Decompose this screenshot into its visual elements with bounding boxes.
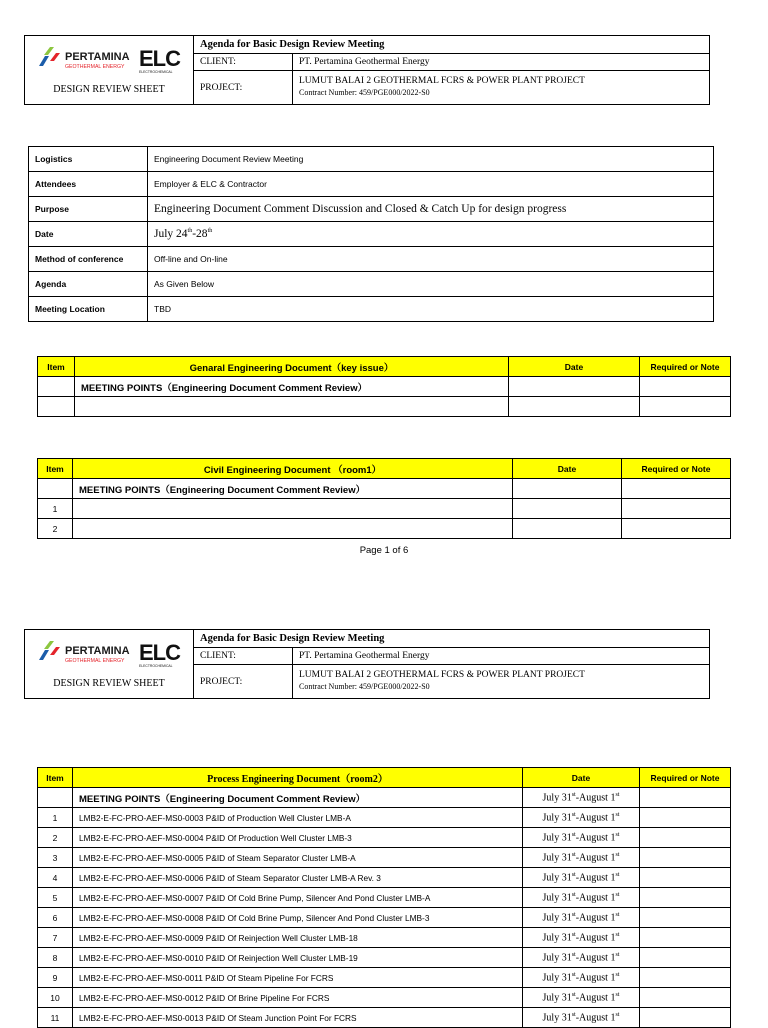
row-value: Employer & ELC & Contractor: [148, 172, 714, 197]
table-header: [38, 768, 731, 788]
item-number: 9: [38, 968, 73, 988]
item-number: 11: [38, 1008, 73, 1028]
table-row: [38, 888, 731, 908]
general-doc-table: [37, 356, 731, 417]
contract-number: Contract Number: 459/PGE000/2022-S0: [299, 88, 430, 97]
project-label: PROJECT:: [194, 71, 293, 105]
col-note: Required or Note: [640, 357, 731, 377]
process-doc-table: [37, 767, 731, 1028]
item-number: 6: [38, 908, 73, 928]
row-date: July 31st-August 1st: [523, 808, 640, 828]
row-note: [640, 868, 731, 888]
col-date: Date: [523, 768, 640, 788]
col-note: Required or Note: [622, 459, 731, 479]
item-number: 3: [38, 848, 73, 868]
logistics-row: [29, 272, 714, 297]
item-number: 1: [38, 499, 73, 519]
document-title: LMB2-E-FC-PRO-AEF-MS0-0005 P&ID of Steam Separator Cluster LMB-A: [73, 848, 523, 868]
table-row: [38, 808, 731, 828]
table-row: [38, 968, 731, 988]
col-note: Required or Note: [640, 768, 731, 788]
row-date: July 31st-August 1st: [523, 988, 640, 1008]
item-number: 8: [38, 948, 73, 968]
col-date: Date: [509, 357, 640, 377]
document-title: LMB2-E-FC-PRO-AEF-MS0-0007 P&ID Of Cold Brine Pump, Silencer And Pond Cluster LMB-A: [73, 888, 523, 908]
row-date: July 31st-August 1st: [523, 788, 640, 808]
document-title: LMB2-E-FC-PRO-AEF-MS0-0004 P&ID Of Production Well Cluster LMB-3: [73, 828, 523, 848]
row-date: July 31st-August 1st: [523, 848, 640, 868]
pertamina-wordmark: PERTAMINA: [65, 645, 130, 657]
meeting-points: MEETING POINTS（Engineering Document Comment Review）: [73, 788, 523, 808]
table-header: [38, 357, 731, 377]
table-row: [38, 788, 731, 808]
table-row: [38, 499, 731, 519]
row-note: [640, 1008, 731, 1028]
row-label: Date: [29, 222, 148, 247]
company-logos: [35, 44, 181, 74]
col-date: Date: [513, 459, 622, 479]
item-number: 7: [38, 928, 73, 948]
pertamina-wordmark: PERTAMINA: [65, 51, 130, 63]
item-number: 1: [38, 808, 73, 828]
row-note: [640, 848, 731, 868]
logistics-row: [29, 147, 714, 172]
col-item: Item: [38, 459, 73, 479]
row-label: Method of conference: [29, 247, 148, 272]
project-value: LUMUT BALAI 2 GEOTHERMAL FCRS & POWER PLANT PROJECT: [299, 76, 585, 86]
row-date: July 31st-August 1st: [523, 868, 640, 888]
client-value: PT. Pertamina Geothermal Energy: [293, 647, 710, 665]
table-row: [38, 377, 731, 397]
elc-wordmark: ELC: [139, 46, 180, 71]
row-note: [640, 928, 731, 948]
document-title: LMB2-E-FC-PRO-AEF-MS0-0012 P&ID Of Brine Pipeline For FCRS: [73, 988, 523, 1008]
row-note: [640, 948, 731, 968]
row-value: Off-line and On-line: [148, 247, 714, 272]
item-number: 10: [38, 988, 73, 1008]
date-value: July 24th-28th: [148, 222, 714, 247]
document-title: LMB2-E-FC-PRO-AEF-MS0-0010 P&ID Of Reinjection Well Cluster LMB-19: [73, 948, 523, 968]
row-date: July 31st-August 1st: [523, 928, 640, 948]
col-doc: Civil Engineering Document （room1）: [73, 459, 513, 479]
agenda-title: Agenda for Basic Design Review Meeting: [194, 36, 710, 54]
project-label: PROJECT:: [194, 665, 293, 699]
document-title: LMB2-E-FC-PRO-AEF-MS0-0006 P&ID of Steam Separator Cluster LMB-A Rev. 3: [73, 868, 523, 888]
table-row: [38, 519, 731, 539]
logistics-row: [29, 222, 714, 247]
row-label: Logistics: [29, 147, 148, 172]
civil-doc-table: [37, 458, 731, 539]
table-row: [38, 397, 731, 417]
header-block-2: [24, 629, 710, 699]
col-item: Item: [38, 768, 73, 788]
table-row: [38, 928, 731, 948]
logistics-row: [29, 172, 714, 197]
row-value: Engineering Document Comment Discussion and Closed & Catch Up for design progress: [148, 197, 714, 222]
logistics-table: [28, 146, 714, 322]
document-title: LMB2-E-FC-PRO-AEF-MS0-0013 P&ID Of Steam Junction Point For FCRS: [73, 1008, 523, 1028]
row-date: July 31st-August 1st: [523, 1008, 640, 1028]
col-item: Item: [38, 357, 75, 377]
row-value: As Given Below: [148, 272, 714, 297]
row-date: July 31st-August 1st: [523, 968, 640, 988]
table-row: [38, 908, 731, 928]
table-row: [38, 988, 731, 1008]
item-number: 2: [38, 828, 73, 848]
table-row: [38, 848, 731, 868]
row-note: [640, 888, 731, 908]
company-logos: [35, 638, 181, 668]
row-value: TBD: [148, 297, 714, 322]
row-note: [640, 968, 731, 988]
row-label: Meeting Location: [29, 297, 148, 322]
row-note: [640, 908, 731, 928]
client-label: CLIENT:: [194, 53, 293, 71]
table-row: [38, 479, 731, 499]
row-note: [640, 988, 731, 1008]
col-doc: Process Engineering Document（room2）: [73, 768, 523, 788]
logistics-row: [29, 197, 714, 222]
table-row: [38, 828, 731, 848]
table-row: [38, 948, 731, 968]
row-label: Attendees: [29, 172, 148, 197]
row-date: July 31st-August 1st: [523, 908, 640, 928]
document-title: LMB2-E-FC-PRO-AEF-MS0-0011 P&ID Of Steam Pipeline For FCRS: [73, 968, 523, 988]
elc-subtitle: ELECTROCHEMICAL: [139, 70, 173, 74]
table-header: [38, 459, 731, 479]
sheet-label: DESIGN REVIEW SHEET: [53, 84, 165, 95]
meeting-points: MEETING POINTS（Engineering Document Comment Review）: [75, 377, 509, 397]
client-label: CLIENT:: [194, 647, 293, 665]
header-block-1: [24, 35, 710, 105]
contract-number: Contract Number: 459/PGE000/2022-S0: [299, 682, 430, 691]
client-value: PT. Pertamina Geothermal Energy: [293, 53, 710, 71]
document-title: LMB2-E-FC-PRO-AEF-MS0-0003 P&ID of Production Well Cluster LMB-A: [73, 808, 523, 828]
row-date: July 31st-August 1st: [523, 888, 640, 908]
agenda-title: Agenda for Basic Design Review Meeting: [194, 630, 710, 648]
table-row: [38, 1008, 731, 1028]
item-number: 4: [38, 868, 73, 888]
project-value: LUMUT BALAI 2 GEOTHERMAL FCRS & POWER PLANT PROJECT: [299, 670, 585, 680]
row-date: July 31st-August 1st: [523, 828, 640, 848]
row-label: Purpose: [29, 197, 148, 222]
document-title: LMB2-E-FC-PRO-AEF-MS0-0008 P&ID Of Cold Brine Pump, Silencer And Pond Cluster LMB-3: [73, 908, 523, 928]
col-doc: Genaral Engineering Document（key issue）: [75, 357, 509, 377]
logo-cell: [25, 36, 194, 105]
row-date: July 31st-August 1st: [523, 948, 640, 968]
sheet-label: DESIGN REVIEW SHEET: [53, 678, 165, 689]
meeting-points: MEETING POINTS（Engineering Document Comment Review）: [73, 479, 513, 499]
item-number: 2: [38, 519, 73, 539]
row-note: [640, 828, 731, 848]
logistics-row: [29, 297, 714, 322]
row-label: Agenda: [29, 272, 148, 297]
pertamina-subtitle: GEOTHERMAL ENERGY: [65, 64, 125, 70]
row-note: [640, 808, 731, 828]
table-row: [38, 868, 731, 888]
logo-cell: [25, 630, 194, 699]
row-value: Engineering Document Review Meeting: [148, 147, 714, 172]
page-number: Page 1 of 6: [359, 545, 409, 556]
logistics-row: [29, 247, 714, 272]
elc-subtitle: ELECTROCHEMICAL: [139, 664, 173, 668]
item-number: 5: [38, 888, 73, 908]
pertamina-subtitle: GEOTHERMAL ENERGY: [65, 658, 125, 664]
elc-wordmark: ELC: [139, 640, 180, 665]
document-title: LMB2-E-FC-PRO-AEF-MS0-0009 P&ID Of Reinjection Well Cluster LMB-18: [73, 928, 523, 948]
